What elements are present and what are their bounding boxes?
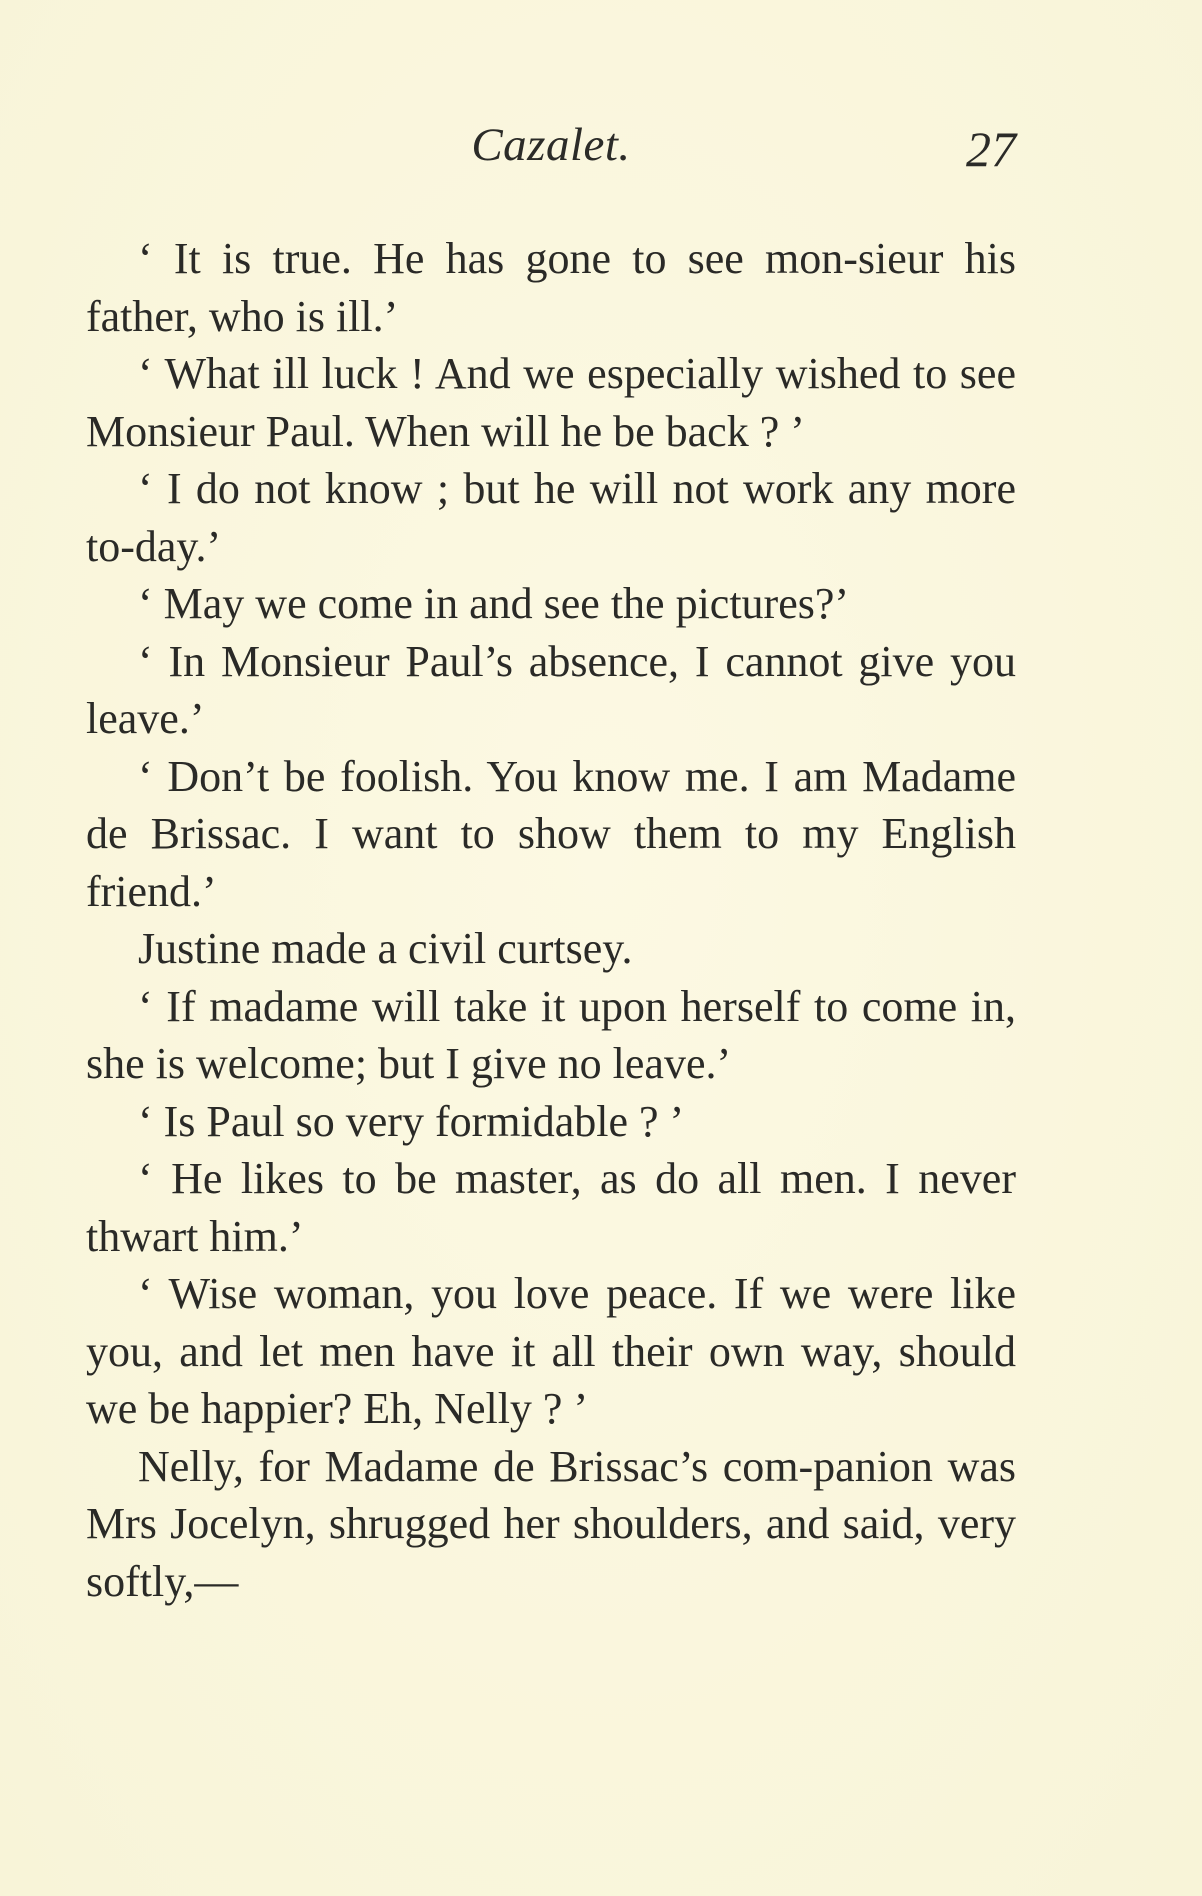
paragraph: ‘ Is Paul so very formidable ? ’ [138, 1096, 685, 1146]
paragraph: ‘ Don’t be foolish. You know me. I am Madame de Brissac. I want to show them to my English friend.’ [86, 751, 1016, 916]
paragraph: ‘ It is true. He has gone to see mon-sieur his father, who is ill.’ [86, 234, 1016, 341]
paragraph: ‘ In Monsieur Paul’s absence, I cannot give you leave.’ [86, 636, 1016, 743]
paragraph: ‘ What ill luck ! And we especially wished to see Monsieur Paul. When will he be back ? ’ [86, 349, 1016, 456]
body-text [86, 230, 1016, 1610]
running-head [86, 118, 1016, 178]
paragraph: ‘ May we come in and see the pictures?’ [138, 579, 850, 628]
page-number: 27 [966, 121, 1016, 177]
paragraph: ‘ He likes to be master, as do all men. I never thwart him.’ [86, 1154, 1016, 1261]
paragraph: ‘ If madame will take it upon herself to come in, she is welcome; but I give no leave.’ [86, 981, 1016, 1088]
paragraph: ‘ Wise woman, you love peace. If we were like you, and let men have it all their own way, should we be happier? Eh, Nelly ? ’ [86, 1269, 1016, 1433]
running-title: Cazalet. [471, 119, 631, 171]
paragraph: Justine made a civil curtsey. [138, 924, 633, 973]
paragraph: ‘ I do not know ; but he will not work any more to-day.’ [86, 464, 1016, 571]
paragraph: Nelly, for Madame de Brissac’s com-panion was Mrs Jocelyn, shrugged her shoulders, and said, very softly,— [86, 1441, 1016, 1606]
